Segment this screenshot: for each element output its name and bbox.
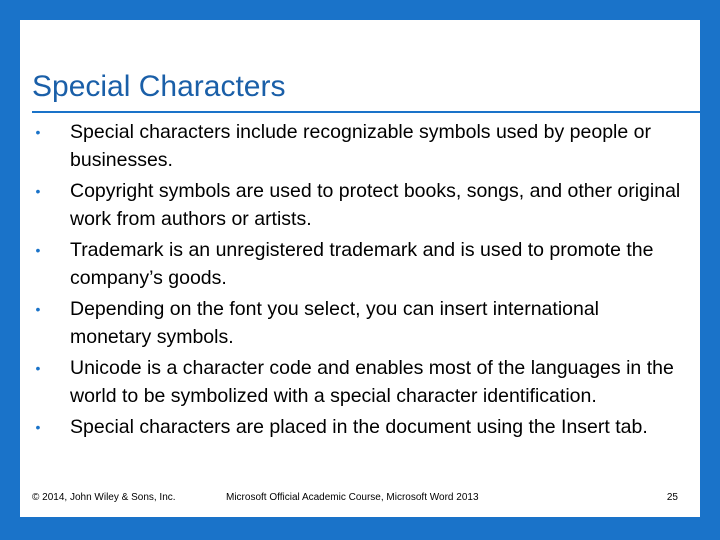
slide-title: Special Characters <box>32 70 286 103</box>
bullet-item <box>24 354 684 410</box>
bullet-item <box>24 118 684 174</box>
bullet-icon: • <box>35 360 41 376</box>
bullet-icon: • <box>35 183 41 199</box>
bullet-text: Special characters include recognizable symbols used by people or businesses. <box>70 121 651 171</box>
footer-copyright: © 2014, John Wiley & Sons, Inc. <box>32 492 176 503</box>
bullet-item <box>24 236 684 292</box>
slide <box>20 20 700 517</box>
bullet-icon: • <box>35 242 41 258</box>
footer-course-title: Microsoft Official Academic Course, Microsoft Word 2013 <box>226 492 479 503</box>
bullet-text: Unicode is a character code and enables most of the languages in the world to be symbolized with a special character identification. <box>70 357 674 407</box>
title-divider <box>32 111 700 113</box>
bullet-icon: • <box>35 419 41 435</box>
bullet-text: Copyright symbols are used to protect books, songs, and other original work from authors or artists. <box>70 180 681 230</box>
bullet-text: Depending on the font you select, you can insert international monetary symbols. <box>70 298 600 348</box>
bullet-icon: • <box>35 301 41 317</box>
bullet-item <box>24 177 684 233</box>
bullet-item <box>24 413 684 441</box>
bullet-text: Trademark is an unregistered trademark and is used to promote the company’s goods. <box>70 239 654 289</box>
bullet-item <box>24 295 684 351</box>
bullet-list <box>24 118 684 444</box>
bullet-icon: • <box>35 124 41 140</box>
bullet-text: Special characters are placed in the document using the Insert tab. <box>70 416 648 438</box>
footer-page-number: 25 <box>666 492 678 503</box>
